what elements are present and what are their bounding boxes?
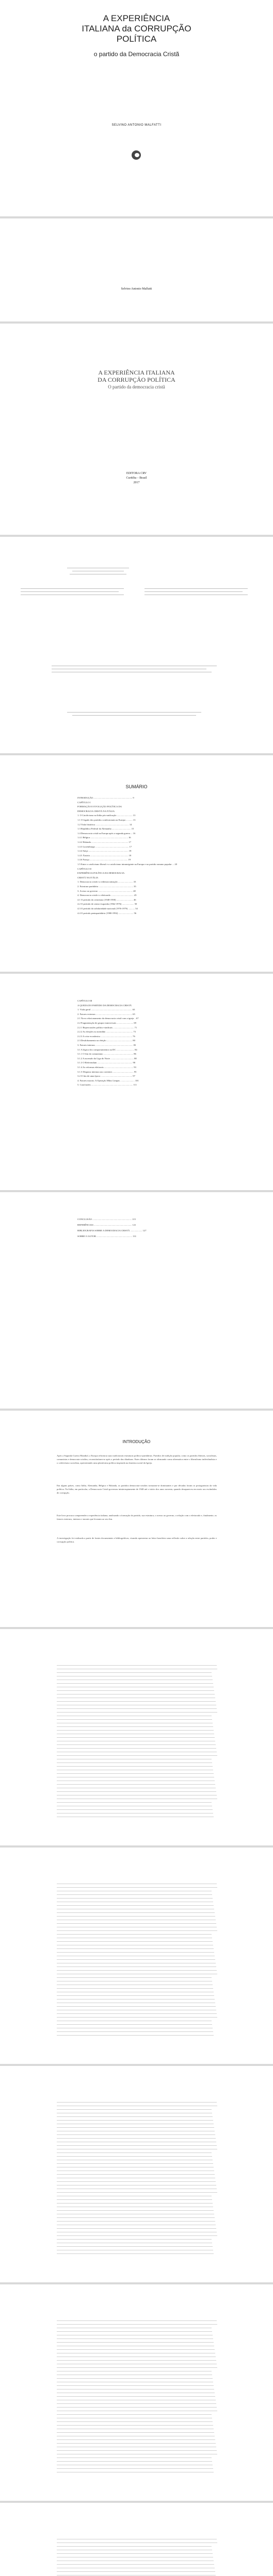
toc-entry: 3. Fatores internos ............................................................... 83 [77, 1044, 136, 1046]
text-line [57, 2116, 213, 2117]
text-line [57, 2468, 213, 2469]
toc-entry: 1. O Catolicismo na Itália pós-unificação .......................... 13 [77, 814, 136, 817]
text-line [57, 1887, 217, 1888]
intro-paragraph: Em alguns países, como Itália, Alemanha, Bélgica e Holanda, os partidos democrata-cristãos tornaram-se dominantes e por décadas foram os protagonistas da vida política. Na Itália, em particular, a Democracia Cristã governou ininterruptamente de 1948 até o início dos anos noventa, quando desapareceu em meio aos escândalos de corrupção. [57, 1484, 217, 1494]
toc-entry: EXPERIÊNCIA POLÍTICA DA DEMOCRACIA [77, 872, 125, 875]
sumario-page-2 [0, 974, 273, 1190]
text-line [57, 2385, 214, 2386]
text-line [57, 2203, 213, 2204]
body-text-page [0, 2503, 273, 2576]
text-line [57, 2425, 213, 2426]
title-page-city: Curitiba – Brasil [126, 477, 147, 480]
copyright-page [0, 537, 273, 753]
text-line [57, 2102, 217, 2103]
sumario-page-1 [0, 755, 273, 972]
text-line [57, 2338, 213, 2339]
body-text-page [0, 1848, 273, 2064]
intro-paragraph: Este livro procura compreender a experiência italiana, analisando a formação do partido, sua estrutura, o acesso ao governo, a relação com o eleitorado e, finalmente, os fatores externos, internos e morais que levaram ao seu fim. [57, 1514, 217, 1520]
legal-block [67, 712, 201, 713]
cover-title-line-1: A EXPERIÊNCIA [103, 13, 170, 23]
text-line [57, 1708, 217, 1709]
toc-entry: 5. Conclusões ...................................................................... 111 [77, 1083, 137, 1087]
toc-entry: 2.2.1 Repercussões político-sindicais ................................... 71 [77, 1026, 137, 1029]
toc-entry: 3.1.3 O Referendum ........................................................... 90 [77, 1061, 136, 1064]
text-line [57, 1952, 214, 1953]
text-line [57, 2439, 215, 2440]
text-line [57, 1701, 216, 1702]
half-title-author: Selvino Antonio Malfatti [121, 287, 152, 291]
toc-entry: A QUEDA DO PARTIDO DA DEMOCRACIA CRISTÃ [77, 1004, 132, 1007]
text-line [57, 2199, 212, 2200]
toc-entry: 1.4.2 Holanda .............................................................. 17 [77, 841, 131, 843]
toc-entry: 3.1.5 Disputas internas nas correntes ................................... 95 [77, 1070, 137, 1073]
title-page-subtitle: O partido da democracia cristã [108, 384, 165, 389]
toc-entry: 1. Visão geral ..................................................................... 63 [77, 1008, 135, 1011]
toc-entry: 1. Democracia cristã e a redemocratização ......................... 33 [77, 880, 136, 884]
text-line [57, 2253, 214, 2254]
text-line [57, 1766, 213, 1767]
introducao-page [0, 1411, 273, 1627]
council-list-block [144, 588, 248, 589]
text-line [57, 2031, 213, 2032]
text-line [57, 2320, 217, 2321]
text-line [57, 2378, 213, 2379]
text-line [57, 2342, 214, 2343]
toc-entry: 4.2 O período de centro-esquerda (1962-1976) .................... 50 [77, 903, 137, 906]
toc-entry: FORMAÇÃO E EVOLUÇÃO POLÍTICA DA [77, 805, 122, 808]
text-line [57, 2174, 215, 2175]
text-line [57, 2127, 214, 2128]
text-line [57, 1970, 217, 1971]
text-line [57, 2461, 212, 2462]
text-line [57, 2360, 216, 2361]
toc-entry: 4. Fatores morais: A Operação Mãos Limpas ........................ 101 [77, 1079, 139, 1082]
toc-entry: 1.1 O legado dos partidos confessionais na Europa ........... 13 [77, 819, 136, 821]
toc-entry: 3.1.4 As reformas eleitorais ................................................. 93 [77, 1066, 136, 1069]
cover-title-line-2: ITALIANA da CORRUPÇÃO [82, 24, 191, 33]
text-line [57, 2192, 217, 2193]
text-line [57, 1995, 214, 1996]
text-line [57, 2421, 213, 2422]
toc-entry: 2.2.3 A crise econômica ..................................................... 76 [77, 1035, 135, 1038]
text-line [57, 2109, 212, 2110]
toc-entry: 4.3 O período da solidariedade nacional (1976-1979) ........... 54 [77, 907, 138, 910]
toc-entry: 1.4.4 Suíça ................................................................... 18 [77, 850, 132, 853]
introducao-heading: INTRODUÇÃO [122, 1439, 151, 1444]
toc-entry: 2. Estrutura partidária .......................................................... 35 [77, 885, 136, 888]
body-text-page [0, 1629, 273, 1845]
toc-entry: 3.1.2 A ascensão da Liga do Norte ....................................... 88 [77, 1057, 137, 1060]
text-line [57, 1813, 213, 1814]
text-line [57, 2450, 217, 2451]
text-line [57, 2414, 212, 2415]
text-line [57, 1690, 214, 1691]
text-line [57, 1755, 217, 1756]
legal-block [72, 715, 196, 716]
publisher-logo-icon [132, 150, 141, 160]
toc-entry: REFERÊNCIAS ................................................................ 121 [77, 1224, 136, 1226]
text-line [57, 1930, 217, 1931]
council-list-block [21, 588, 124, 589]
text-line [57, 2013, 217, 2014]
text-line [57, 2156, 212, 2157]
body-text-page [0, 2284, 273, 2501]
text-line [57, 1959, 215, 1960]
cover-title-line-3: POLÍTICA [116, 34, 157, 44]
text-line [57, 1905, 214, 1906]
intro-paragraph: A investigação foi realizada a partir de fontes documentais e bibliográficas, visando apresentar ao leitor brasileiro uma reflexão sobre a relação entre partidos, poder e corrupção política. [57, 1537, 217, 1543]
text-line [57, 1672, 212, 1673]
text-line [57, 1784, 215, 1785]
text-line [57, 2349, 215, 2350]
text-line [57, 2396, 215, 2397]
text-line [57, 2235, 217, 2236]
toc-entry: 2.3 Desdobramento na eleição ........................................... 80 [77, 1039, 135, 1042]
toc-entry: CAPÍTULO I [77, 801, 91, 804]
toc-entry: 2.2.2 As eleições no meridião ............................................. 73 [77, 1030, 136, 1033]
text-line [57, 2145, 217, 2146]
text-line [57, 2017, 217, 2018]
text-line [57, 2024, 212, 2025]
text-line [57, 2331, 212, 2332]
text-line [57, 1719, 212, 1720]
text-line [57, 1923, 216, 1924]
toc-entry: CAPÍTULO III [77, 999, 92, 1002]
toc-entry: 1.4 Democracia cristã na Europa após a segunda guerra ... 16 [77, 832, 136, 835]
council-list-block [21, 591, 119, 592]
toc-entry: 3.1 A lógica dos comportamentos na DC .............................. 84 [77, 1048, 137, 1051]
toc-entry: 1.4.6 França ................................................................ 19 [77, 858, 131, 861]
council-list-block [144, 591, 243, 592]
text-line [57, 2217, 215, 2218]
text-line [57, 1737, 215, 1738]
toc-entry: 1.2 Visão histórica ........................................................ 14 [77, 823, 132, 826]
text-line [57, 2006, 216, 2007]
half-title-page [0, 218, 273, 321]
text-line [57, 2324, 217, 2325]
text-line [57, 2571, 215, 2572]
text-line [57, 1912, 215, 1913]
toc-entry: CRISTÃ NA ITÁLIA [77, 876, 99, 879]
text-line [57, 2210, 214, 2211]
toc-entry: CAPÍTULO II [77, 867, 91, 870]
text-line [57, 1762, 212, 1763]
title-page-title-2: DA CORRUPÇÃO POLÍTICA [98, 376, 175, 383]
toc-entry: 1.4.1 Bélgica ............................................................... 16 [77, 836, 131, 839]
cover-page [0, 0, 273, 216]
toc-entry: 1.4.5 Áustria ................................................................ 18 [77, 854, 132, 857]
text-line [57, 2546, 212, 2547]
toc-entry: INTRODUÇÃO.................................................................. 9 [77, 796, 134, 799]
text-line [57, 2120, 213, 2121]
text-line [57, 2163, 213, 2164]
text-line [57, 1748, 216, 1749]
title-page-publisher: EDITORA CRV [126, 472, 147, 475]
toc-entry: 4.1 O período do centrismo (1948-1958) ............................ 46 [77, 898, 136, 901]
toc-entry: SOBRE O AUTOR ............................................................ 131 [77, 1235, 136, 1238]
text-line [57, 1988, 213, 1989]
toc-entry: 2.2 Fragmentação de grupos transversais ............................ 69 [77, 1022, 136, 1024]
text-line [57, 1665, 217, 1666]
toc-entry: 1.5 Entre o catolicismo liberal e o catolicismo intransigente na Europa e no partido romano popular ... 20 [77, 863, 178, 866]
toc-entry: 3.2 O fim de uma época ..................................................... 97 [77, 1075, 135, 1078]
text-line [57, 1948, 214, 1949]
body-text-page [0, 2066, 273, 2282]
text-line [57, 2403, 216, 2404]
cover-author: SELVINO ANTONIO MALFATTI [111, 124, 162, 127]
toc-entry: 2.1 Novo relacionamento da democracia cristã com a igreja .. 67 [77, 1017, 139, 1020]
text-line [57, 1773, 214, 1774]
toc-entry: 4.4 O período pentapartidário (1980-1992) ......................... 56 [77, 911, 137, 914]
toc-entry: 2. Fatores externos ............................................................. 65 [77, 1012, 135, 1015]
text-line [57, 1791, 216, 1792]
text-line [57, 2367, 217, 2368]
text-line [57, 2134, 215, 2135]
text-line [57, 1712, 217, 1713]
text-line [57, 1726, 213, 1727]
text-line [57, 1894, 212, 1895]
text-line [57, 1744, 216, 1745]
text-line [57, 1809, 213, 1810]
title-page [0, 324, 273, 535]
sumario-page-3 [0, 1192, 273, 1409]
toc-entry: 1.4.3 Luxemburgo ........................................................ 17 [77, 845, 132, 848]
toc-entry: 1.3 República Federal da Alemanha ................................ 15 [77, 827, 134, 831]
text-line [57, 2239, 212, 2240]
text-line [57, 2181, 216, 2182]
toc-entry: 4. Democracia cristã e o eleitorado ...................................... 45 [77, 894, 137, 897]
toc-entry: CONCLUSÃO .................................................................. 115 [77, 1218, 136, 1221]
toc-entry: 3.1.1 O fim do comunismo .................................................. 86 [77, 1053, 136, 1056]
intro-paragraph: Após a Segunda Guerra Mundial, a Europa reformou suas tradicionais estruturas político-partidárias. Partidos de tradição popular, como os partidos liberais, socialistas, comunistas e democrata-cristãos, reconstituíram-se após o período das ditaduras. Estes últimos foram se afirmando como alternativa entre o liberalismo individualista e o coletivismo socialista, apresentando uma plataforma política inspirada na doutrina social da Igreja. [57, 1454, 217, 1464]
text-line [57, 2228, 216, 2229]
text-line [57, 2246, 213, 2247]
text-line [57, 1941, 213, 1942]
text-line [57, 1802, 212, 1803]
text-line [57, 2138, 216, 2139]
text-line [57, 2221, 215, 2222]
sumario-heading: SUMÁRIO [125, 784, 148, 789]
title-page-year: 2017 [133, 481, 140, 484]
text-line [57, 1934, 212, 1935]
toc-entry: BIBLIOGRAFIA SOBRE A DEMOCRACIA CRISTÃ .................... 127 [77, 1229, 147, 1232]
text-line [57, 1730, 214, 1731]
text-line [57, 2564, 214, 2565]
title-page-title-1: A EXPERIÊNCIA ITALIANA [98, 369, 175, 376]
text-line [57, 2407, 217, 2408]
cover-subtitle: o partido da Democracia Cristã [93, 50, 180, 58]
text-line [57, 2553, 213, 2554]
text-line [57, 1916, 215, 1917]
text-line [57, 2035, 214, 2036]
toc-entry: 3. Acesso ao governo .......................................................... 40 [77, 889, 136, 892]
text-line [57, 2443, 216, 2444]
text-line [57, 1683, 213, 1684]
text-line [57, 1898, 213, 1899]
toc-entry: DEMOCRACIA CRISTÃ NA ITÁLIA [77, 809, 115, 812]
text-line [57, 1977, 212, 1978]
text-line [57, 2432, 214, 2433]
